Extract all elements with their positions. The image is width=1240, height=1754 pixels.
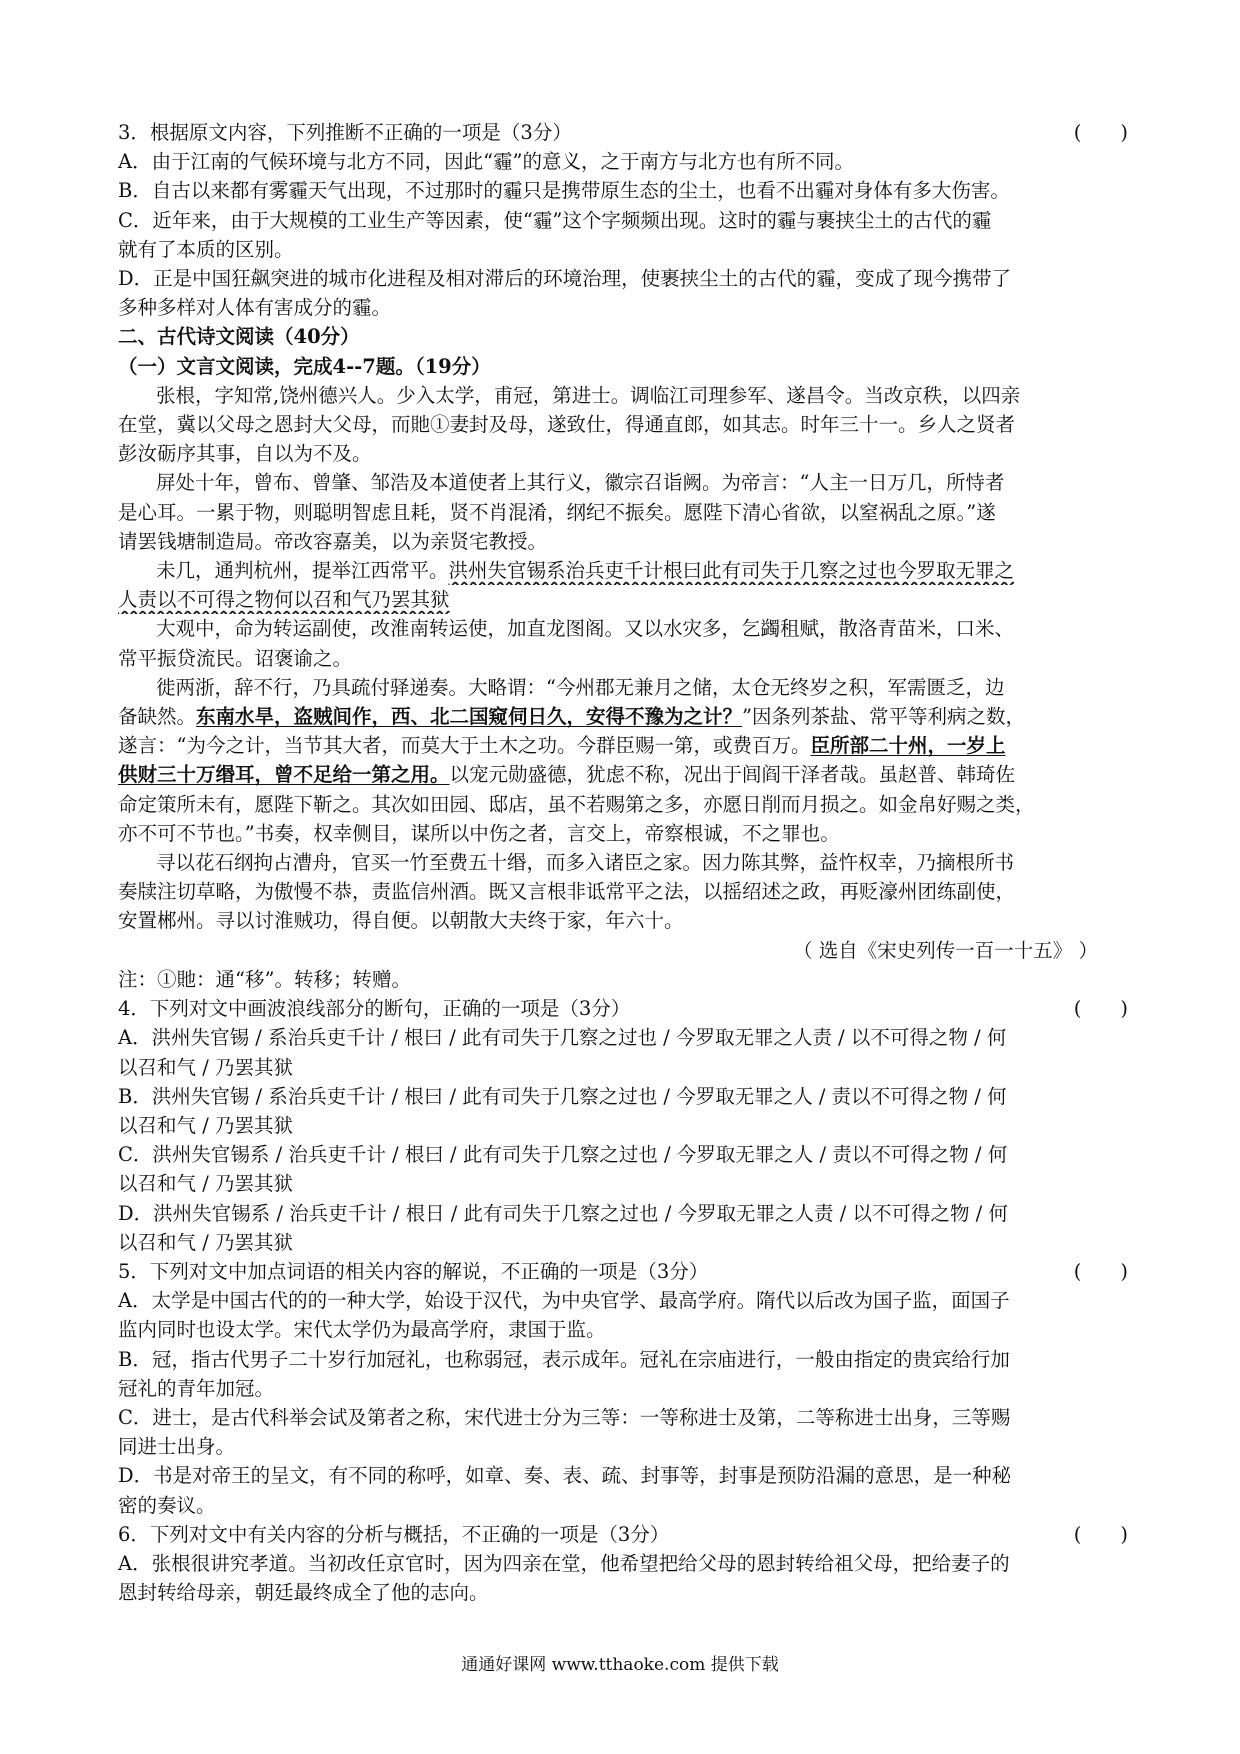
q4-option-a: A．洪州失官锡 / 系治兵吏千计 / 根曰 / 此有司失于几察之过也 / 今罗取无罪之人责 / 以不可得之物 / 何: [118, 1026, 1007, 1050]
q5-option-a: A．太学是中国古代的的一种大学，始设于汉代，为中央官学、最高学府。隋代以后改为国子监，面国子: [118, 1289, 1010, 1313]
q5-option-b-cont: 冠礼的青年加冠。: [118, 1376, 275, 1400]
q4-option-d: D．洪州失官锡系 / 治兵吏千计 / 根日 / 此有司失于几察之过也 / 今罗取无罪之人责 / 以不可得之物 / 何: [118, 1201, 1008, 1225]
passage-line: 亦不可不节也。”书奏，权幸侧目，谋所以中伤之者，言交上，帝察根诚，不之罪也。: [118, 821, 840, 845]
answer-bracket: ( ): [1073, 1259, 1128, 1283]
passage-line: 未几，通判杭州，提举江西常平。洪州失官锡系治兵吏千计根曰此有司失于几察之过也今罗取无罪之: [156, 559, 1015, 583]
passage-line: 张根，字知常,饶州德兴人。少入太学，甫冠，第进士。调临江司理参军、遂昌令。当改京秩，以四亲: [156, 383, 1021, 407]
passage-line: 大观中，命为转运副使，改淮南转运使，加直龙图阁。又以水灾多，乞蠲租赋，散洛青苗米，口米、: [156, 617, 1015, 641]
q5-option-d-cont: 密的奏议。: [118, 1493, 216, 1517]
q6-option-a-cont: 恩封转给母亲，朝廷最终成全了他的志向。: [118, 1581, 489, 1605]
passage-line: [118, 585, 1128, 614]
underlined-sentence: 臣所部二十州，一岁上: [810, 734, 1006, 758]
q5-option-c-cont: 同进士出身。: [118, 1435, 236, 1459]
page-footer: 通通好课网 www.tthaoke.com 提供下载: [461, 1655, 779, 1675]
underlined-sentence: 供财三十万缗耳，曾不足给一第之用。: [118, 763, 450, 787]
q5-option-d: D．书是对帝王的呈文，有不同的称呼，如章、奏、表、疏、封事等，封事是预防沿漏的意思，是一种秘: [118, 1464, 1012, 1488]
q4-option-d-cont: 以召和气 / 乃罢其狱: [118, 1230, 293, 1254]
passage-line: 徙两浙，辞不行，乃具疏付驿递奏。大略谓：“今州郡无兼月之储，太仓无终岁之积，军需匮乏，边: [156, 675, 1005, 699]
passage-line: 请罢钱塘制造局。帝改容嘉美，以为亲贤宅教授。: [118, 529, 548, 553]
passage-line: 命定策所未有，愿陛下靳之。其次如田园、邸店，虽不若赐第之多，亦愿日削而月损之。如金帛好赐之类，: [118, 792, 1035, 816]
passage-line: 寻以花石纲拘占漕舟，官买一竹至费五十缗，而多入诸臣之家。因力陈其弊，益忤权幸，乃摘根所书: [156, 851, 1015, 875]
question-6-head: 6．下列对文中有关内容的分析与概括，不正确的一项是（3分） ( ): [118, 1520, 1128, 1549]
question-3-head: 3．根据原文内容，下列推断不正确的一项是（3分） ( ): [118, 118, 1128, 147]
q3-option-d-cont: 多种多样对人体有害成分的霾。: [118, 296, 392, 320]
q5-option-c: C．进士，是古代科举会试及第者之称，宋代进士分为三等：一等称进士及第，二等称进士出身，三等赐: [118, 1405, 1011, 1429]
q5-option-a-cont: 监内同时也设太学。宋代太学仍为最高学府，隶国于监。: [118, 1318, 606, 1342]
passage-line: 在堂，冀以父母之恩封大父母，而貤①妻封及母，遂致仕，得通直郎，如其志。时年三十一。乡人之贤者: [118, 413, 1016, 437]
passage-line: 供财三十万缗耳，曾不足给一第之用。以宠元勋盛德，犹虑不称，况出于闾阎干泽者哉。虽赵普、韩琦佐: [118, 763, 1016, 787]
answer-bracket: ( ): [1073, 121, 1128, 144]
wavy-underlined-text: 人责以不可得之物何以召和气乃罢其狱: [118, 588, 450, 612]
q4-option-b: B．洪州失官锡 / 系治兵吏千计 / 根曰 / 此有司失于几察之过也 / 今罗取无罪之人 / 责以不可得之物 / 何: [118, 1084, 1007, 1108]
q3-option-a: A．由于江南的气候环境与北方不同，因此“霾”的意义，之于南方与北方也有所不同。: [118, 150, 855, 174]
wavy-underlined-text: 洪州失官锡系治兵吏千计根曰此有司失于几察之过也今罗取无罪之: [448, 559, 1015, 583]
q3-option-b: B．自古以来都有雾霾天气出现，不过那时的霾只是携带原生态的尘土，也看不出霾对身体有多大伤害。: [118, 179, 1010, 203]
section-2-title: 二、古代诗文阅读（40分）: [118, 325, 360, 349]
q3-option-c-cont: 就有了本质的区别。: [118, 237, 294, 261]
passage-line: 安置郴州。寻以讨淮贼功，得自便。以朝散大夫终于家，年六十。: [118, 909, 684, 933]
passage-note: 注：①貤：通“移”。转移；转赠。: [118, 967, 411, 991]
answer-bracket: ( ): [1073, 1522, 1128, 1546]
q4-option-c-cont: 以召和气 / 乃罢其狱: [118, 1172, 293, 1196]
passage-line: 奏牍注切草略，为傲慢不恭，责监信州酒。既又言根非诋常平之法，以摇绍述之政，再贬濠州团练副使，: [118, 880, 1016, 904]
question-4-head: 4．下列对文中画波浪线部分的断句，正确的一项是（3分） ( ): [118, 994, 1128, 1023]
q4-option-b-cont: 以召和气 / 乃罢其狱: [118, 1113, 293, 1137]
q3-option-c: C．近年来，由于大规模的工业生产等因素，使“霾”这个字频频出现。这时的霾与裹挟尘土的古代的霾: [118, 208, 992, 232]
q6-option-a: A．张根很讲究孝道。当初改任京官时，因为四亲在堂，他希望把给父母的恩封转给祖父母，把给妻子的: [118, 1551, 1010, 1575]
passage-line: 屏处十年，曾布、曾肇、邹浩及本道使者上其行义，徽宗召诣阙。为帝言：“人主一日万几，所恃者: [156, 471, 1005, 495]
q4-option-a-cont: 以召和气 / 乃罢其狱: [118, 1055, 293, 1079]
passage-line: 是心耳。一累于物，则聪明智虑且耗，贤不肖混淆，纲纪不振矣。愿陛下清心省欲，以窒祸乱之原。”遂: [118, 500, 996, 524]
q3-option-d: D．正是中国狂飙突进的城市化进程及相对滞后的环境治理，使裹挟尘土的古代的霾，变成了现今携带了: [118, 267, 1012, 291]
passage-source: （ 选自《宋史列传一百一十五》 ）: [793, 938, 1098, 962]
exam-page: [118, 118, 1128, 1607]
underlined-sentence: 东南水旱，盗贼间作，西、北二国窥伺日久，安得不豫为之计？: [196, 705, 743, 729]
question-5-head: 5．下列对文中加点词语的相关内容的解说，不正确的一项是（3分） ( ): [118, 1257, 1128, 1286]
q4-option-c: C．洪州失官锡系 / 治兵吏千计 / 根曰 / 此有司失于几察之过也 / 今罗取无罪之人 / 责以不可得之物 / 何: [118, 1143, 1008, 1167]
passage-line: 常平振贷流民。诏褒谕之。: [118, 646, 353, 670]
passage-line: 彭汝砺序其事，自以为不及。: [118, 442, 372, 466]
passage-line: 备缺然。东南水旱，盗贼间作，西、北二国窥伺日久，安得不豫为之计？”因条列茶盐、常平等利病之数，: [118, 705, 1026, 729]
passage-line: 遂言：“为今之计，当节其大者，而莫大于土木之功。今群臣赐一第，或费百万。臣所部二十州，一岁上: [118, 734, 1006, 758]
answer-bracket: ( ): [1073, 997, 1128, 1021]
q5-option-b: B．冠，指古代男子二十岁行加冠礼，也称弱冠，表示成年。冠礼在宗庙进行，一般由指定的贵宾给行加: [118, 1347, 1010, 1371]
section-2-subtitle: （一）文言文阅读，完成4--7题。（19分）: [118, 354, 491, 378]
